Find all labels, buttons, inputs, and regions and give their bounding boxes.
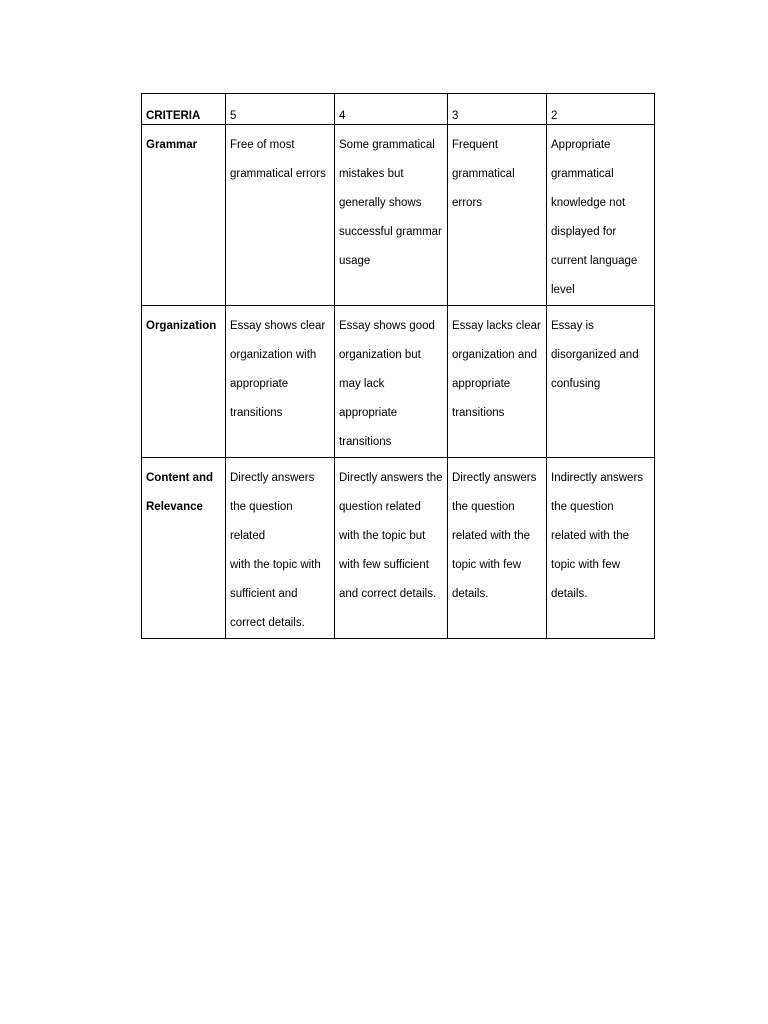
rubric-cell: Essay shows good organization but may lack appropriate transitions	[335, 306, 448, 458]
rubric-cell: Indirectly answers the question related with the topic with few details.	[547, 458, 655, 639]
criterion-cell: Grammar	[142, 125, 226, 306]
rubric-cell: Essay is disorganized and confusing	[547, 306, 655, 458]
rubric-cell: Essay shows clear organization with appropriate transitions	[226, 306, 335, 458]
criterion-cell: Content and Relevance	[142, 458, 226, 639]
header-cell-criteria: CRITERIA	[142, 94, 226, 125]
rubric-cell: Frequent grammatical errors	[448, 125, 547, 306]
table-row-content-relevance	[142, 458, 655, 639]
rubric-cell: Directly answers the question related with the topic with few details.	[448, 458, 547, 639]
header-cell-score-3: 3	[448, 94, 547, 125]
header-cell-score-5: 5	[226, 94, 335, 125]
rubric-cell: Appropriate grammatical knowledge not displayed for current language level	[547, 125, 655, 306]
rubric-cell: Free of most grammatical errors	[226, 125, 335, 306]
rubric-table	[141, 93, 655, 639]
table-header-row	[142, 94, 655, 125]
rubric-cell: Some grammatical mistakes but generally shows successful grammar usage	[335, 125, 448, 306]
table-row-organization	[142, 306, 655, 458]
rubric-cell: Directly answers the question related with the topic but with few sufficient and correct details.	[335, 458, 448, 639]
header-cell-score-2: 2	[547, 94, 655, 125]
rubric-cell: Directly answers the question related with the topic with sufficient and correct details.	[226, 458, 335, 639]
table-row-grammar	[142, 125, 655, 306]
header-cell-score-4: 4	[335, 94, 448, 125]
criterion-cell: Organization	[142, 306, 226, 458]
rubric-cell: Essay lacks clear organization and appropriate transitions	[448, 306, 547, 458]
